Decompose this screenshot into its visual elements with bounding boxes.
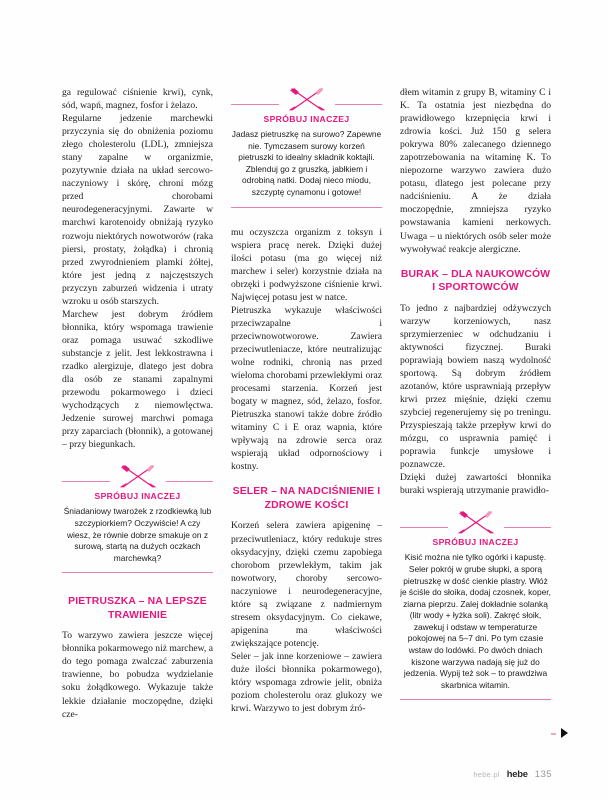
paragraph: ga regulować ciśnienie krwi), cynk, sód, wapń, magnez, fosfor i żelazo. [62, 87, 213, 112]
divider [400, 699, 551, 700]
paragraph: Korzeń selera zawiera apigeninę – przeciwutleniacz, który redukuje stres oksydacyjny, dzięki czemu zapobiega chorobom przewlekłym, takim jak nowotwory, choroby sercowo-naczyniowe i neurodegeneracyjne, które są związane z nadmiernym stresem oksydacyjnym. Co ciekawe, apigenina ma właściwości zwiększające potencję. [231, 520, 382, 649]
footer-site: hebe.pl [473, 770, 500, 779]
tip-box-title: SPRÓBUJ INACZEJ [432, 537, 519, 548]
paragraph: Pietruszka wykazuje właściwości przeciwzapalne i przeciwnowotworowe. Zawiera przeciwutleniacze, które neutralizując wolne rodniki, chronią nas przed wieloma chorobami przewlekłymi oraz procesami starzenia. Korzeń jest bogaty w magnez, sód, żelazo, fosfor. Pietruszka stanowi także dobre źródło witaminy C i E oraz wapnia, które wpływają na zdrowie serca oraz wspierają układ odpornościowy i kostny. [231, 304, 382, 473]
paragraph: Seler – jak inne korzeniowe – zawiera duże ilości błonnika pokarmowego), który wspomaga zdrowie jelit, obniża poziom cholesterolu oraz glukozy we krwi. Warzywo to jest dobrym źró- [231, 650, 382, 715]
paragraph: Regularne jedzenie marchewki przyczynia się do obniżenia poziomu złego cholesterolu (LDL), zmniejsza stany zapalne w organizmie, pozytywnie działa na układ sercowo-naczyniowy i skórę, chroni mózg przed chorobami neurodegeneracyjnymi. Zawarte w marchwi karotenoidy obniżają ryzyko rozwoju niektórych nowotworów (raka piersi, prostaty, żołądka) i chronią przed zwyrodnieniem plamki żółtej, które jest jedną z najczęstszych przyczyn zaburzeń widzenia i utraty wzroku u osób starszych. [62, 113, 213, 307]
fork-knife-crossed-icon [110, 463, 166, 489]
footer-brand: hebe [506, 768, 528, 779]
paragraph: Dzięki dużej zawartości błonnika buraki wspierają utrzymanie prawidło- [400, 472, 551, 497]
tip-box-header [62, 463, 213, 489]
article-columns [62, 86, 552, 746]
section-heading-pietruszka: PIETRUSZKA – NA LEPSZE TRAWIENIE [68, 596, 207, 621]
fork-knife-crossed-icon [279, 86, 335, 112]
tip-box-left [62, 463, 213, 573]
tip-box-right [400, 509, 551, 700]
divider [231, 207, 382, 208]
column-right [400, 86, 551, 746]
paragraph: To jedno z najbardziej odżywczych warzyw korzeniowych, nasz sprzymierzeniec w odchudzaniu i aktywności fizycznej. Buraki poprawiają bowiem naszą wydolność sportową. Są dobrym źródłem azotanów, które usprawniają przepływ krwi przez mięśnie, dzięki czemu szybciej regenerujemy się po treningu. Przyspieszają także przepływ krwi do mózgu, co usprawnia pamięć i poprawia funkcje umysłowe i poznawcze. [400, 302, 551, 471]
tip-box-middle [231, 86, 382, 208]
page-footer [473, 768, 552, 780]
tip-box-text: Jadasz pietruszkę na surowo? Zapewne nie. Tymczasem surowy korzeń pietruszki to idealny składnik koktajli. Zblenduj go z gruszką, jabłkiem i odrobiną natki. Dodaj nieco miodu, szczyptę cynamonu i gotowe! [231, 129, 382, 197]
column-middle [231, 86, 382, 746]
divider [62, 572, 213, 573]
tip-box-header [231, 86, 382, 112]
triangle-right-icon[interactable] [561, 728, 568, 738]
spacer [231, 218, 382, 226]
paragraph: Marchew jest dobrym źródłem błonnika, który wspomaga trawienie oraz pomaga usuwać szkodliwe substancje z jelit. Jest lekkostrawna i rzadko alergizuje, dlatego jest dobra dla osób ze stanami zapalnymi przewodu pokarmowego i dzieci wychodzących z niemowlęctwa. Jedzenie surowej marchwi pomaga przy zaparciach (błonnik), a gotowanej – przy biegunkach. [62, 308, 213, 451]
paragraph: dłem witamin z grupy B, witaminy C i K. Ta ostatnia jest niezbędna do prawidłowego krzepnięcia krwi i zdrowia kości. Już 150 g selera pokrywa 80% zalecanego dziennego zapotrzebowania na witaminę K. To niepozorne warzywo zawiera dużo potasu, dlatego jest polecane przy nadciśnieniu. A że działa moczopędnie, zmniejsza ryzyko powstawania kamieni nerkowych. Uwaga – u niektórych osób seler może wywoływać reakcje alergiczne. [400, 87, 551, 255]
tip-box-text: Kisić można nie tylko ogórki i kapustę. Seler pokrój w grube słupki, a sporą pietruszkę w dość cienkie plastry. Włóż je ściśle do słoika, dodaj czosnek, koper, ziarna pieprzu. Zalej dokładnie solanką (litr wody + łyżka soli). Zakręć słoik, zawekuj i odstaw w temperaturze pokojowej na 5–7 dni. Po tym czasie wstaw do lodówki. Po dwóch dniach kiszone warzywa nadają się już do jedzenia. Wypij też sok – to prawdziwa skarbnica witamin. [400, 552, 551, 690]
column-left [62, 86, 213, 746]
fork-knife-crossed-icon [448, 509, 504, 535]
tip-box-text: Śniadaniowy twarożek z rzodkiewką lub szczypiorkiem? Oczywiście! A czy wiesz, że równie dobrze smakuje on z surową, startą na dużych oczkach marchewką? [63, 506, 212, 563]
tip-box-header [400, 509, 551, 535]
section-heading-burak: BURAK – DLA NAUKOWCÓW I SPORTOWCÓW [400, 268, 551, 294]
paragraph: mu oczyszcza organizm z toksyn i wspiera pracę nerek. Dzięki dużej ilości potasu (ma go więcej niż marchew i seler) korzystnie działa na obrzęki i podwyższone ciśnienie krwi. Najwięcej potasu jest w natce. [231, 226, 382, 303]
arrow-accent-tick [551, 733, 556, 735]
page-number: 135 [534, 769, 552, 780]
tip-box-title: SPRÓBUJ INACZEJ [94, 491, 181, 502]
section-heading-seler: SELER – NA NADCIŚNIENIE I ZDROWE KOŚCI [232, 486, 381, 511]
tip-box-title: SPRÓBUJ INACZEJ [263, 114, 350, 124]
paragraph: To warzywo zawiera jeszcze więcej błonnika pokarmowego niż marchew, a do tego pomaga zwalczać zaburzenia trawienne, bo pobudza wydzielanie soku żołądkowego. Wykazuje także lekkie działanie moczopędne, dzięki cze- [62, 630, 213, 720]
